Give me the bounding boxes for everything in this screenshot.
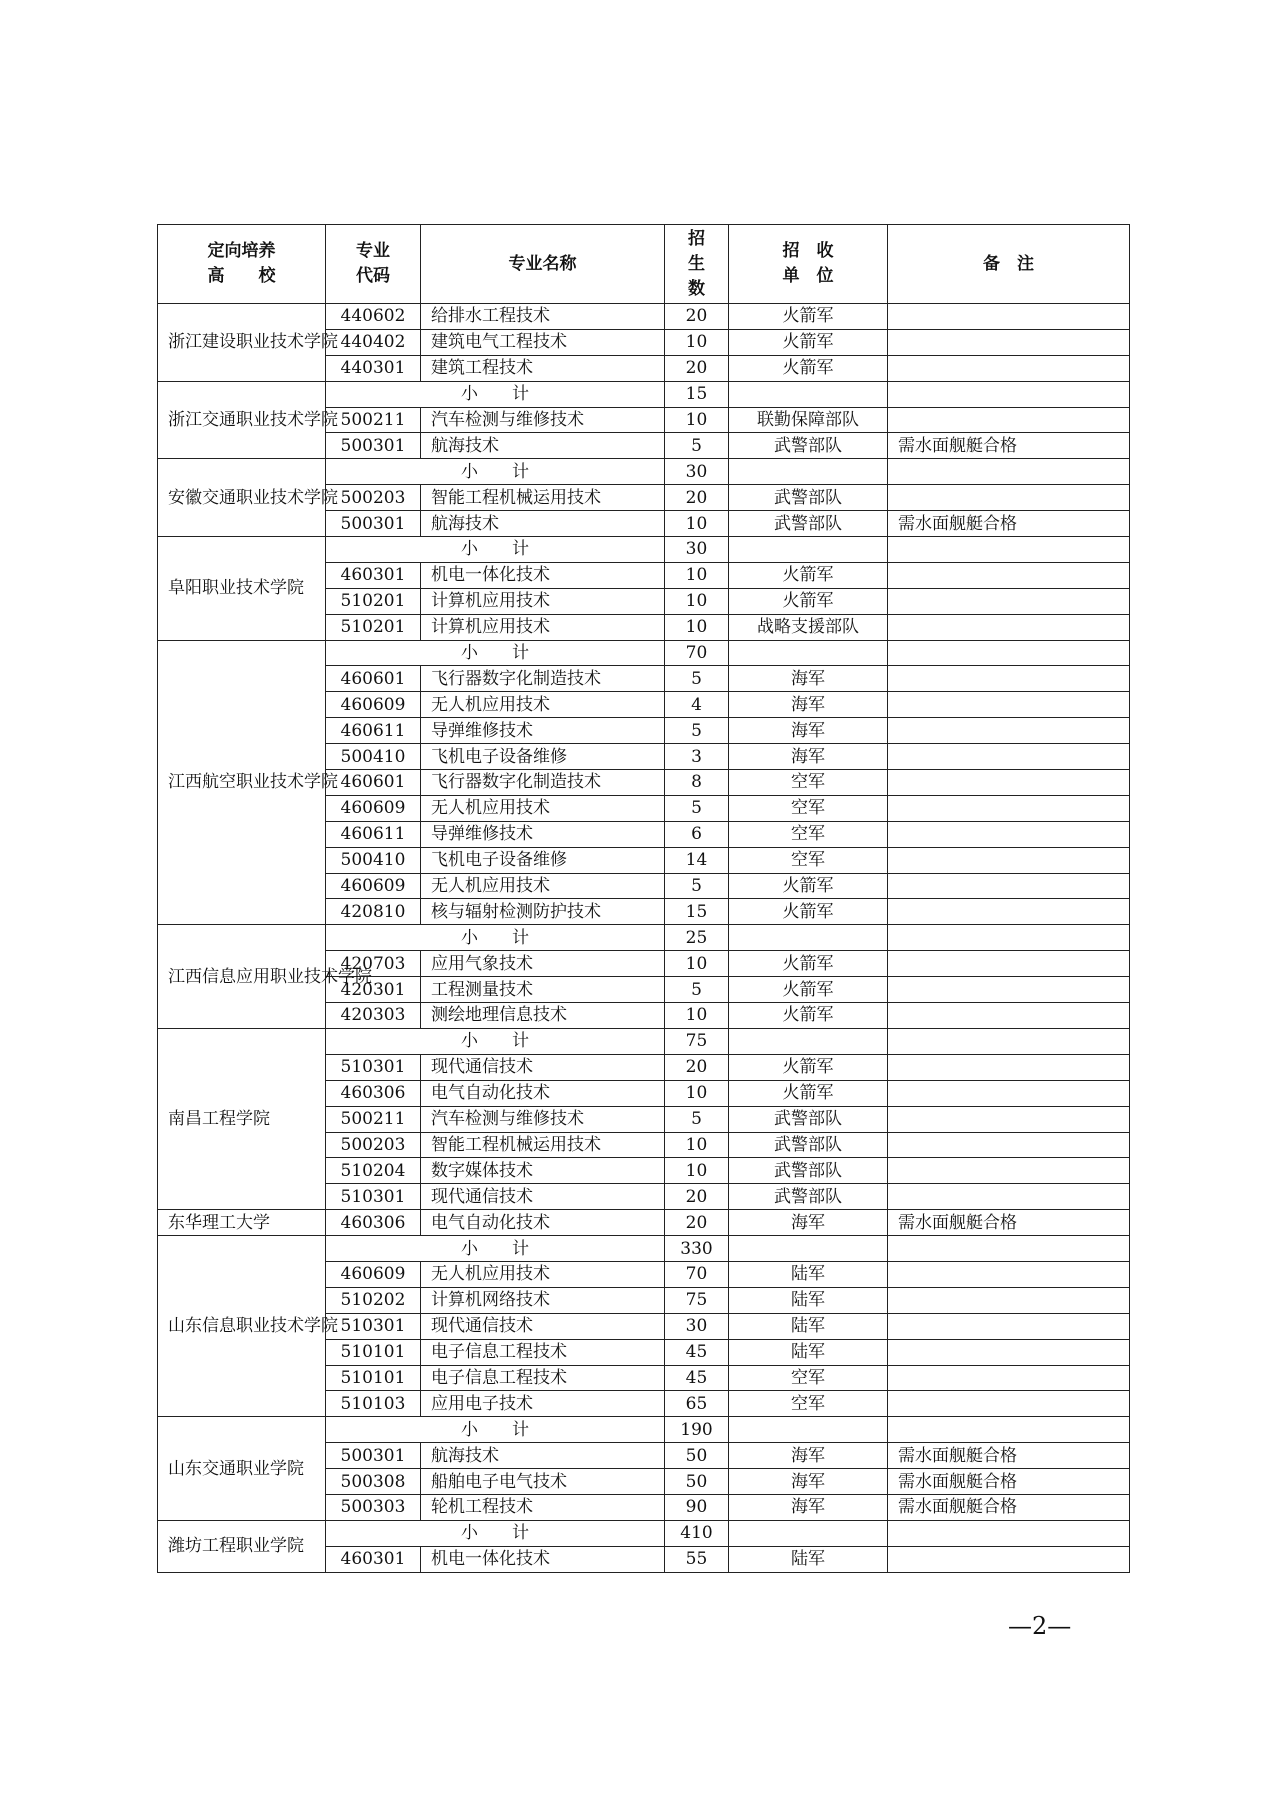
major-name: 飞机电子设备维修 — [421, 847, 665, 873]
subtotal-row — [158, 459, 1130, 485]
recruit-unit: 联勤保障部队 — [729, 407, 888, 433]
major-code: 500211 — [326, 407, 421, 433]
enroll-count: 45 — [665, 1339, 729, 1365]
major-code: 510301 — [326, 1313, 421, 1339]
subtotal-unit-empty — [729, 925, 888, 951]
header-note: 备 注 — [888, 225, 1130, 304]
major-name: 汽车检测与维修技术 — [421, 1106, 665, 1132]
major-code: 500203 — [326, 485, 421, 511]
major-name: 核与辐射检测防护技术 — [421, 899, 665, 925]
major-code: 420303 — [326, 1003, 421, 1029]
subtotal-value: 70 — [665, 640, 729, 666]
page-number: —2— — [1008, 1612, 1072, 1640]
major-code: 460301 — [326, 1546, 421, 1572]
major-code: 510201 — [326, 588, 421, 614]
enroll-count: 90 — [665, 1494, 729, 1520]
recruit-unit: 空军 — [729, 1365, 888, 1391]
enroll-count: 20 — [665, 355, 729, 381]
note — [888, 1287, 1130, 1313]
major-name: 无人机应用技术 — [421, 873, 665, 899]
major-name: 现代通信技术 — [421, 1184, 665, 1210]
recruit-unit: 空军 — [729, 847, 888, 873]
subtotal-row — [158, 537, 1130, 563]
recruit-unit: 海军 — [729, 1494, 888, 1520]
subtotal-note-empty — [888, 459, 1130, 485]
subtotal-note-empty — [888, 1028, 1130, 1054]
recruit-unit: 陆军 — [729, 1339, 888, 1365]
recruit-unit: 火箭军 — [729, 1003, 888, 1029]
note — [888, 666, 1130, 692]
major-code: 420703 — [326, 951, 421, 977]
major-code: 500301 — [326, 433, 421, 459]
recruit-unit: 陆军 — [729, 1546, 888, 1572]
major-name: 飞机电子设备维修 — [421, 744, 665, 770]
major-name: 测绘地理信息技术 — [421, 1003, 665, 1029]
major-name: 机电一体化技术 — [421, 562, 665, 588]
major-name: 智能工程机械运用技术 — [421, 1132, 665, 1158]
recruit-unit: 火箭军 — [729, 951, 888, 977]
major-name: 工程测量技术 — [421, 977, 665, 1003]
subtotal-value: 25 — [665, 925, 729, 951]
header-code: 专业 代码 — [326, 225, 421, 304]
subtotal-label: 小 计 — [326, 459, 665, 485]
subtotal-note-empty — [888, 537, 1130, 563]
note: 需水面舰艇合格 — [888, 1443, 1130, 1469]
subtotal-label: 小 计 — [326, 1520, 665, 1546]
note — [888, 1313, 1130, 1339]
recruit-unit: 火箭军 — [729, 899, 888, 925]
header-enroll-count: 招 生 数 — [665, 225, 729, 304]
enroll-count: 6 — [665, 821, 729, 847]
major-name: 电子信息工程技术 — [421, 1365, 665, 1391]
subtotal-unit-empty — [729, 1417, 888, 1443]
note — [888, 407, 1130, 433]
subtotal-value: 410 — [665, 1520, 729, 1546]
subtotal-unit-empty — [729, 1520, 888, 1546]
subtotal-row — [158, 1417, 1130, 1443]
note — [888, 744, 1130, 770]
subtotal-value: 75 — [665, 1028, 729, 1054]
enroll-count: 4 — [665, 692, 729, 718]
major-code: 510202 — [326, 1287, 421, 1313]
note — [888, 1158, 1130, 1184]
major-code: 460609 — [326, 692, 421, 718]
major-name: 无人机应用技术 — [421, 795, 665, 821]
enroll-count: 10 — [665, 562, 729, 588]
recruit-unit: 空军 — [729, 795, 888, 821]
note — [888, 692, 1130, 718]
major-code: 500211 — [326, 1106, 421, 1132]
enroll-count: 5 — [665, 433, 729, 459]
subtotal-unit-empty — [729, 1236, 888, 1262]
major-code: 460601 — [326, 770, 421, 796]
subtotal-note-empty — [888, 640, 1130, 666]
enroll-count: 45 — [665, 1365, 729, 1391]
school-name: 山东信息职业技术学院 — [158, 1236, 326, 1417]
major-name: 船舶电子电气技术 — [421, 1469, 665, 1495]
major-code: 460611 — [326, 718, 421, 744]
recruit-unit: 海军 — [729, 1210, 888, 1236]
note — [888, 588, 1130, 614]
enroll-count: 20 — [665, 304, 729, 330]
major-code: 460609 — [326, 795, 421, 821]
recruit-unit: 火箭军 — [729, 1054, 888, 1080]
enroll-count: 10 — [665, 951, 729, 977]
note — [888, 951, 1130, 977]
enroll-count: 50 — [665, 1469, 729, 1495]
subtotal-note-empty — [888, 1236, 1130, 1262]
note — [888, 1546, 1130, 1572]
school-name: 山东交通职业学院 — [158, 1417, 326, 1521]
recruit-unit: 武警部队 — [729, 511, 888, 537]
recruit-unit: 海军 — [729, 744, 888, 770]
major-code: 510101 — [326, 1365, 421, 1391]
major-code: 500303 — [326, 1494, 421, 1520]
subtotal-value: 30 — [665, 459, 729, 485]
school-name: 南昌工程学院 — [158, 1028, 326, 1209]
major-code: 510103 — [326, 1391, 421, 1417]
table-header — [158, 225, 1130, 304]
major-code: 420810 — [326, 899, 421, 925]
major-name: 计算机网络技术 — [421, 1287, 665, 1313]
enroll-count: 75 — [665, 1287, 729, 1313]
note: 需水面舰艇合格 — [888, 1210, 1130, 1236]
note — [888, 977, 1130, 1003]
note — [888, 562, 1130, 588]
note — [888, 485, 1130, 511]
recruit-unit: 海军 — [729, 1469, 888, 1495]
major-code: 510301 — [326, 1054, 421, 1080]
note — [888, 1106, 1130, 1132]
subtotal-row — [158, 1028, 1130, 1054]
recruit-unit: 空军 — [729, 1391, 888, 1417]
major-name: 给排水工程技术 — [421, 304, 665, 330]
enroll-count: 65 — [665, 1391, 729, 1417]
recruit-unit: 火箭军 — [729, 588, 888, 614]
enroll-count: 10 — [665, 1132, 729, 1158]
major-name: 电气自动化技术 — [421, 1210, 665, 1236]
recruit-unit: 火箭军 — [729, 304, 888, 330]
header-school: 定向培养 高 校 — [158, 225, 326, 304]
note — [888, 873, 1130, 899]
major-name: 航海技术 — [421, 511, 665, 537]
recruit-unit: 海军 — [729, 692, 888, 718]
school-name: 东华理工大学 — [158, 1210, 326, 1236]
major-code: 420301 — [326, 977, 421, 1003]
major-code: 510204 — [326, 1158, 421, 1184]
major-code: 510201 — [326, 614, 421, 640]
note — [888, 304, 1130, 330]
table-row — [158, 304, 1130, 330]
major-code: 500301 — [326, 511, 421, 537]
major-name: 智能工程机械运用技术 — [421, 485, 665, 511]
enroll-count: 20 — [665, 1210, 729, 1236]
major-name: 机电一体化技术 — [421, 1546, 665, 1572]
major-code: 510301 — [326, 1184, 421, 1210]
subtotal-label: 小 计 — [326, 1028, 665, 1054]
school-name: 潍坊工程职业学院 — [158, 1520, 326, 1572]
major-code: 460609 — [326, 873, 421, 899]
recruit-unit: 海军 — [729, 666, 888, 692]
major-code: 500410 — [326, 744, 421, 770]
enroll-count: 70 — [665, 1261, 729, 1287]
subtotal-label: 小 计 — [326, 1417, 665, 1443]
major-name: 建筑电气工程技术 — [421, 329, 665, 355]
enroll-count: 20 — [665, 485, 729, 511]
note: 需水面舰艇合格 — [888, 511, 1130, 537]
note — [888, 718, 1130, 744]
major-name: 无人机应用技术 — [421, 1261, 665, 1287]
recruit-unit: 海军 — [729, 718, 888, 744]
school-name: 江西航空职业技术学院 — [158, 640, 326, 925]
school-name: 浙江建设职业技术学院 — [158, 304, 326, 382]
note — [888, 1080, 1130, 1106]
recruit-unit: 武警部队 — [729, 1158, 888, 1184]
note — [888, 770, 1130, 796]
recruit-unit: 武警部队 — [729, 1184, 888, 1210]
school-name: 江西信息应用职业技术学院 — [158, 925, 326, 1029]
recruit-unit: 武警部队 — [729, 433, 888, 459]
school-name: 阜阳职业技术学院 — [158, 537, 326, 641]
enroll-count: 5 — [665, 666, 729, 692]
enroll-count: 20 — [665, 1054, 729, 1080]
major-name: 计算机应用技术 — [421, 614, 665, 640]
recruit-unit: 武警部队 — [729, 485, 888, 511]
major-name: 航海技术 — [421, 433, 665, 459]
recruit-unit: 海军 — [729, 1443, 888, 1469]
major-code: 460601 — [326, 666, 421, 692]
enroll-count: 10 — [665, 1080, 729, 1106]
major-code: 460301 — [326, 562, 421, 588]
enroll-count: 5 — [665, 1106, 729, 1132]
subtotal-label: 小 计 — [326, 1236, 665, 1262]
subtotal-row — [158, 925, 1130, 951]
enroll-count: 55 — [665, 1546, 729, 1572]
major-code: 500308 — [326, 1469, 421, 1495]
subtotal-value: 30 — [665, 537, 729, 563]
enroll-count: 8 — [665, 770, 729, 796]
enrollment-table — [157, 224, 1130, 1573]
recruit-unit: 武警部队 — [729, 1132, 888, 1158]
enroll-count: 14 — [665, 847, 729, 873]
subtotal-note-empty — [888, 925, 1130, 951]
recruit-unit: 战略支援部队 — [729, 614, 888, 640]
recruit-unit: 空军 — [729, 821, 888, 847]
enroll-count: 5 — [665, 795, 729, 821]
subtotal-row — [158, 640, 1130, 666]
enroll-count: 10 — [665, 588, 729, 614]
note — [888, 614, 1130, 640]
enroll-count: 30 — [665, 1313, 729, 1339]
note — [888, 899, 1130, 925]
note — [888, 1391, 1130, 1417]
subtotal-label: 小 计 — [326, 537, 665, 563]
major-name: 导弹维修技术 — [421, 718, 665, 744]
major-code: 500410 — [326, 847, 421, 873]
enroll-count: 10 — [665, 511, 729, 537]
note — [888, 355, 1130, 381]
enroll-count: 3 — [665, 744, 729, 770]
enroll-count: 5 — [665, 873, 729, 899]
major-code: 460306 — [326, 1210, 421, 1236]
major-code: 460306 — [326, 1080, 421, 1106]
note — [888, 1261, 1130, 1287]
subtotal-value: 190 — [665, 1417, 729, 1443]
note — [888, 1003, 1130, 1029]
major-name: 飞行器数字化制造技术 — [421, 666, 665, 692]
recruit-unit: 空军 — [729, 770, 888, 796]
subtotal-value: 330 — [665, 1236, 729, 1262]
table-body — [158, 304, 1130, 1573]
major-code: 440602 — [326, 304, 421, 330]
subtotal-note-empty — [888, 1417, 1130, 1443]
enroll-count: 20 — [665, 1184, 729, 1210]
note — [888, 329, 1130, 355]
major-name: 轮机工程技术 — [421, 1494, 665, 1520]
note — [888, 1054, 1130, 1080]
enroll-count: 10 — [665, 407, 729, 433]
subtotal-label: 小 计 — [326, 381, 665, 407]
note — [888, 1132, 1130, 1158]
recruit-unit: 陆军 — [729, 1287, 888, 1313]
recruit-unit: 火箭军 — [729, 977, 888, 1003]
header-recruit-unit: 招 收 单 位 — [729, 225, 888, 304]
subtotal-note-empty — [888, 1520, 1130, 1546]
major-name: 应用气象技术 — [421, 951, 665, 977]
major-name: 汽车检测与维修技术 — [421, 407, 665, 433]
note — [888, 847, 1130, 873]
major-code: 460611 — [326, 821, 421, 847]
major-code: 460609 — [326, 1261, 421, 1287]
school-name: 安徽交通职业技术学院 — [158, 459, 326, 537]
note: 需水面舰艇合格 — [888, 1469, 1130, 1495]
note — [888, 1365, 1130, 1391]
subtotal-row — [158, 1236, 1130, 1262]
note: 需水面舰艇合格 — [888, 433, 1130, 459]
subtotal-label: 小 计 — [326, 925, 665, 951]
subtotal-row — [158, 381, 1130, 407]
recruit-unit: 火箭军 — [729, 329, 888, 355]
header-major-name: 专业名称 — [421, 225, 665, 304]
recruit-unit: 火箭军 — [729, 873, 888, 899]
major-name: 电子信息工程技术 — [421, 1339, 665, 1365]
major-code: 440402 — [326, 329, 421, 355]
subtotal-row — [158, 1520, 1130, 1546]
major-name: 现代通信技术 — [421, 1313, 665, 1339]
enroll-count: 10 — [665, 329, 729, 355]
major-code: 500301 — [326, 1443, 421, 1469]
major-name: 建筑工程技术 — [421, 355, 665, 381]
recruit-unit: 陆军 — [729, 1313, 888, 1339]
enroll-count: 5 — [665, 718, 729, 744]
table-row — [158, 1210, 1130, 1236]
major-name: 航海技术 — [421, 1443, 665, 1469]
enroll-count: 10 — [665, 1158, 729, 1184]
major-name: 无人机应用技术 — [421, 692, 665, 718]
enroll-count: 10 — [665, 1003, 729, 1029]
major-name: 计算机应用技术 — [421, 588, 665, 614]
subtotal-unit-empty — [729, 1028, 888, 1054]
subtotal-unit-empty — [729, 381, 888, 407]
subtotal-unit-empty — [729, 459, 888, 485]
recruit-unit: 武警部队 — [729, 1106, 888, 1132]
enroll-count: 15 — [665, 899, 729, 925]
note — [888, 795, 1130, 821]
major-name: 电气自动化技术 — [421, 1080, 665, 1106]
subtotal-unit-empty — [729, 640, 888, 666]
major-name: 导弹维修技术 — [421, 821, 665, 847]
major-code: 500203 — [326, 1132, 421, 1158]
subtotal-unit-empty — [729, 537, 888, 563]
recruit-unit: 火箭军 — [729, 1080, 888, 1106]
recruit-unit: 陆军 — [729, 1261, 888, 1287]
major-name: 应用电子技术 — [421, 1391, 665, 1417]
note: 需水面舰艇合格 — [888, 1494, 1130, 1520]
subtotal-label: 小 计 — [326, 640, 665, 666]
major-code: 510101 — [326, 1339, 421, 1365]
enroll-count: 50 — [665, 1443, 729, 1469]
recruit-unit: 火箭军 — [729, 355, 888, 381]
note — [888, 1184, 1130, 1210]
subtotal-note-empty — [888, 381, 1130, 407]
major-name: 数字媒体技术 — [421, 1158, 665, 1184]
major-name: 现代通信技术 — [421, 1054, 665, 1080]
enroll-count: 5 — [665, 977, 729, 1003]
recruit-unit: 火箭军 — [729, 562, 888, 588]
major-name: 飞行器数字化制造技术 — [421, 770, 665, 796]
school-name: 浙江交通职业技术学院 — [158, 381, 326, 459]
subtotal-value: 15 — [665, 381, 729, 407]
note — [888, 821, 1130, 847]
enroll-count: 10 — [665, 614, 729, 640]
major-code: 440301 — [326, 355, 421, 381]
note — [888, 1339, 1130, 1365]
